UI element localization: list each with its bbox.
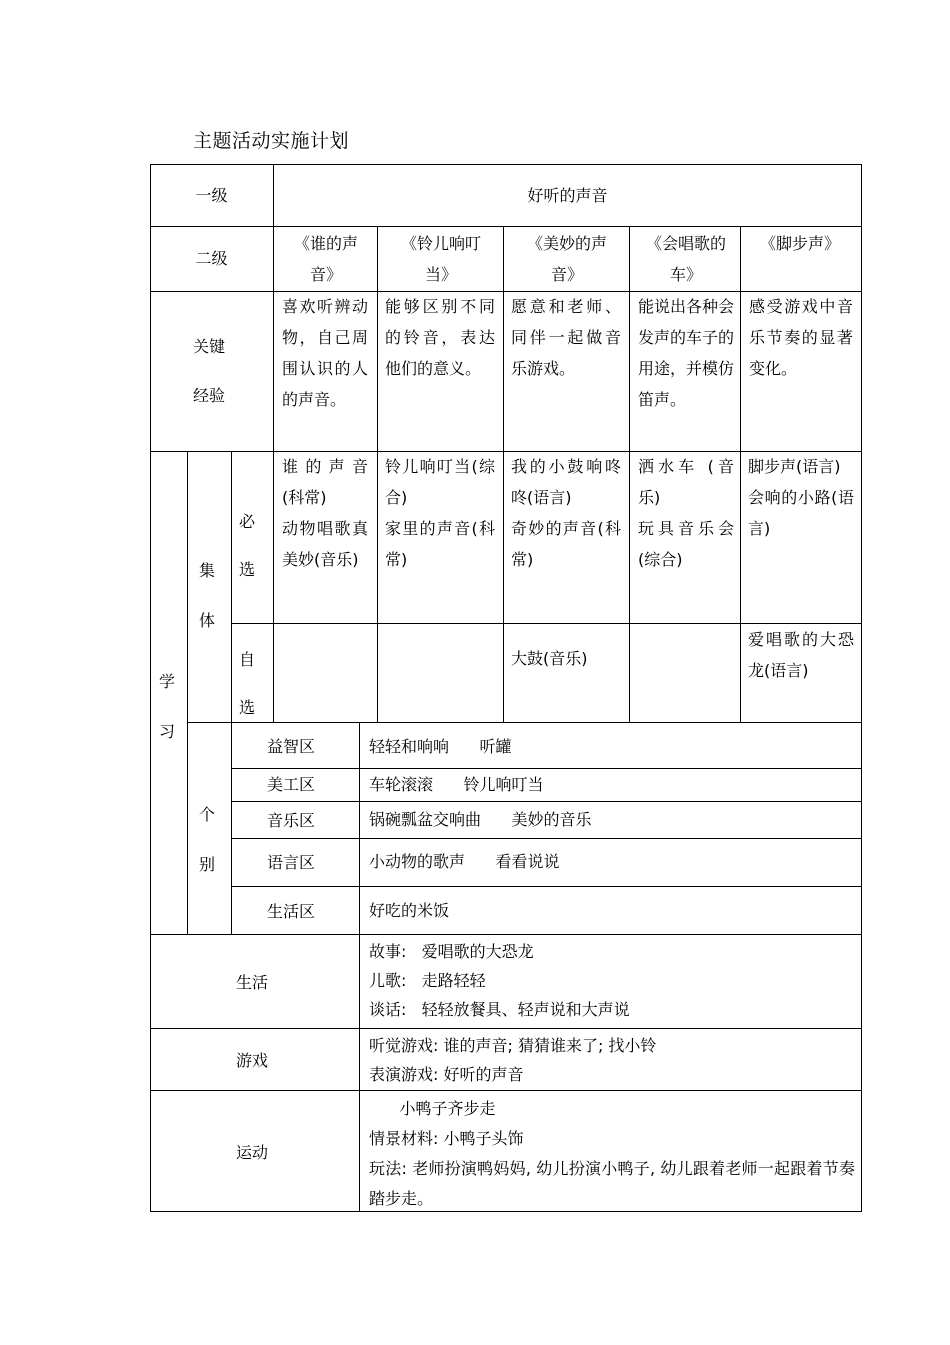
level1-value: 好听的声音 — [527, 186, 608, 205]
optional-label: 自选 — [238, 650, 255, 717]
row-divider — [231, 838, 862, 839]
key-experience-item: 能够区别不同的铃音，表达他们的意义。 — [385, 297, 495, 378]
life-line: 故事: 爱唱歌的大恐龙 — [369, 942, 534, 961]
row-divider — [150, 226, 862, 227]
level2-item: 《脚步声》 — [759, 234, 840, 253]
key-experience-label: 关键 — [193, 337, 226, 356]
col-divider — [273, 164, 274, 723]
life-line: 儿歌: 走路轻轻 — [369, 971, 486, 990]
area-name: 语言区 — [267, 853, 316, 872]
col-divider — [377, 226, 378, 723]
sport-line: 情景材料: 小鸭子头饰 — [369, 1129, 524, 1148]
game-content — [369, 1031, 656, 1089]
level1-label: 一级 — [195, 186, 228, 205]
required-cell — [511, 451, 621, 575]
row-divider — [231, 886, 862, 887]
game-line: 表演游戏: 好听的声音 — [369, 1065, 524, 1084]
row-divider — [187, 722, 862, 723]
col-divider — [740, 226, 741, 723]
key-experience-item: 喜欢听辨动物，自己周围认识的人的声音。 — [282, 297, 368, 409]
required-cell — [638, 451, 734, 575]
sport-line: 小鸭子齐步走 — [369, 1099, 496, 1118]
sport-content — [369, 1094, 855, 1214]
required-label: 必选 — [238, 512, 255, 579]
required-cell — [282, 451, 368, 575]
level2-item: 《谁的声音》 — [293, 234, 358, 284]
area-content: 车轮滚滚 铃儿响叮当 — [369, 775, 544, 794]
row-divider — [150, 1028, 862, 1029]
game-line: 听觉游戏: 谁的声音; 猜猜谁来了; 找小铃 — [369, 1036, 657, 1055]
col-divider — [359, 722, 360, 1212]
level2-item: 《会唱歌的车》 — [645, 234, 726, 284]
col-divider — [231, 451, 232, 934]
group-label: 集体 — [198, 561, 215, 630]
area-content: 好吃的米饭 — [369, 901, 450, 920]
activity-item: 我的小鼓响咚咚(语言) — [511, 457, 621, 507]
life-line: 谈话: 轻轻放餐具、轻声说和大声说 — [369, 1000, 630, 1019]
activity-item: 脚步声(语言) — [748, 457, 841, 476]
area-content: 轻轻和响响 听罐 — [369, 737, 512, 756]
key-experience-item: 愿意和老师、同伴一起做音乐游戏。 — [511, 297, 621, 378]
level2-label: 二级 — [195, 249, 228, 268]
level2-item: 《美妙的声音》 — [526, 234, 607, 284]
required-cell — [748, 451, 854, 544]
activity-item: 家里的声音(科常) — [385, 519, 495, 569]
activity-item: 会响的小路(语言) — [748, 488, 854, 538]
activity-item: 洒水车 (音乐) — [638, 457, 734, 507]
area-content: 锅碗瓢盆交响曲 美妙的音乐 — [369, 810, 592, 829]
row-divider — [231, 768, 862, 769]
sport-label: 运动 — [236, 1143, 269, 1162]
col-divider — [503, 226, 504, 723]
col-divider — [187, 451, 188, 934]
area-name: 益智区 — [267, 737, 316, 756]
activity-item: 铃儿响叮当(综合) — [385, 457, 495, 507]
row-divider — [150, 1090, 862, 1091]
key-experience-label: 经验 — [193, 386, 226, 405]
col-divider — [629, 226, 630, 723]
activity-item: 玩具音乐会(综合) — [638, 519, 734, 569]
optional-cell: 爱唱歌的大恐龙(语言) — [748, 630, 854, 680]
activity-item: 谁的声音(科常) — [282, 457, 368, 507]
area-name: 美工区 — [267, 775, 316, 794]
area-content: 小动物的歌声 看看说说 — [369, 852, 560, 871]
row-divider — [150, 934, 862, 935]
learning-label: 学习 — [158, 672, 175, 741]
page-title: 主题活动实施计划 — [193, 130, 350, 152]
activity-item: 动物唱歌真美妙(音乐) — [282, 519, 368, 569]
area-name: 音乐区 — [267, 811, 316, 830]
individual-label: 个别 — [198, 805, 215, 874]
area-name: 生活区 — [267, 902, 316, 921]
key-experience-item: 能说出各种会发声的车子的用途，并模仿笛声。 — [638, 297, 735, 409]
required-cell — [385, 451, 495, 575]
activity-item: 奇妙的声音(科常) — [511, 519, 621, 569]
key-experience-item: 感受游戏中音乐节奏的显著变化。 — [749, 297, 853, 378]
life-label: 生活 — [236, 973, 269, 992]
row-divider — [231, 801, 862, 802]
optional-cell: 大鼓(音乐) — [511, 649, 588, 668]
game-label: 游戏 — [236, 1051, 269, 1070]
life-content — [369, 937, 630, 1024]
sport-line: 玩法: 老师扮演鸭妈妈, 幼儿扮演小鸭子, 幼儿跟着老师一起跟着节奏踏步走。 — [369, 1159, 855, 1208]
level2-item: 《铃儿响叮当》 — [400, 234, 481, 284]
